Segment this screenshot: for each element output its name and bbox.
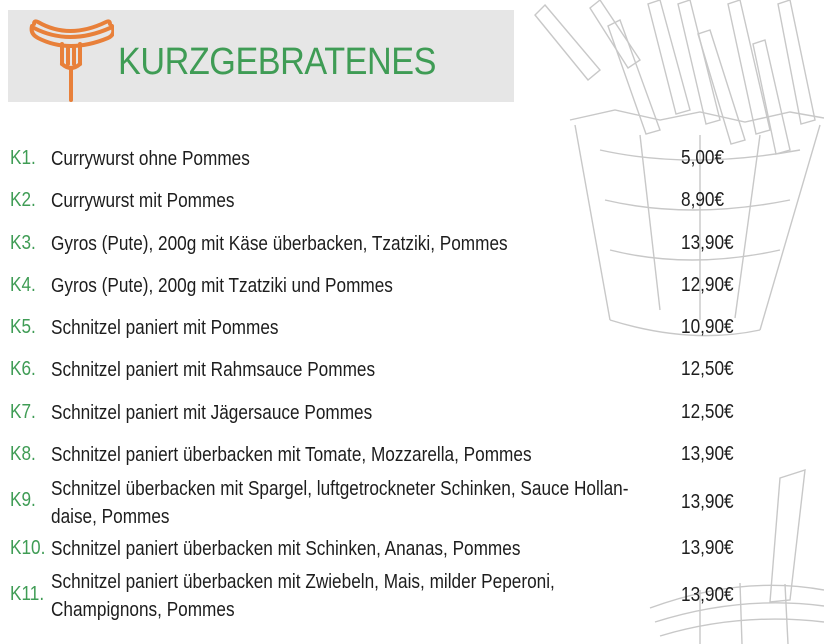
item-price: 13,90€ [681,232,734,254]
item-price: 8,90€ [681,189,725,211]
item-description: Schnitzel paniert mit Jägersauce Pommes [51,402,373,424]
item-code: K9. [10,489,36,511]
item-description-line-2: daise, Pommes [51,506,170,528]
item-code: K4. [10,274,36,296]
item-description: Schnitzel paniert überbacken mit Schinken, Ananas, Pommes [51,538,521,560]
item-price: 13,90€ [681,537,734,559]
item-price: 12,50€ [681,401,734,423]
item-price: 10,90€ [681,316,734,338]
item-code: K7. [10,401,36,423]
item-description: Currywurst mit Pommes [51,190,235,212]
item-code: K6. [10,358,36,380]
item-description: Currywurst ohne Pommes [51,148,250,170]
item-code: K2. [10,189,36,211]
item-description: Gyros (Pute), 200g mit Käse überbacken, Tzatziki, Pommes [51,233,508,255]
page-title: KURZGEBRATENES [118,41,437,83]
item-price: 13,90€ [681,443,734,465]
item-description-line-1: Schnitzel überbacken mit Spargel, luftgetrockneter Schinken, Sauce Hollan- [51,478,629,500]
item-price: 5,00€ [681,147,725,169]
item-description: Gyros (Pute), 200g mit Tzatziki und Pommes [51,275,393,297]
item-code: K1. [10,147,36,169]
item-code: K10. [10,537,46,559]
item-description-line-2: Champignons, Pommes [51,599,235,621]
item-code: K5. [10,316,36,338]
item-price: 12,50€ [681,358,734,380]
item-price: 13,90€ [681,584,734,606]
item-description: Schnitzel paniert mit Pommes [51,317,279,339]
item-description: Schnitzel paniert überbacken mit Tomate, Mozzarella, Pommes [51,444,532,466]
item-code: K3. [10,232,36,254]
item-price: 13,90€ [681,491,734,513]
item-description: Schnitzel paniert mit Rahmsauce Pommes [51,359,376,381]
item-code: K11. [10,583,45,605]
item-description-line-1: Schnitzel paniert überbacken mit Zwiebeln, Mais, milder Peperoni, [51,571,555,593]
item-code: K8. [10,443,36,465]
item-price: 12,90€ [681,274,734,296]
